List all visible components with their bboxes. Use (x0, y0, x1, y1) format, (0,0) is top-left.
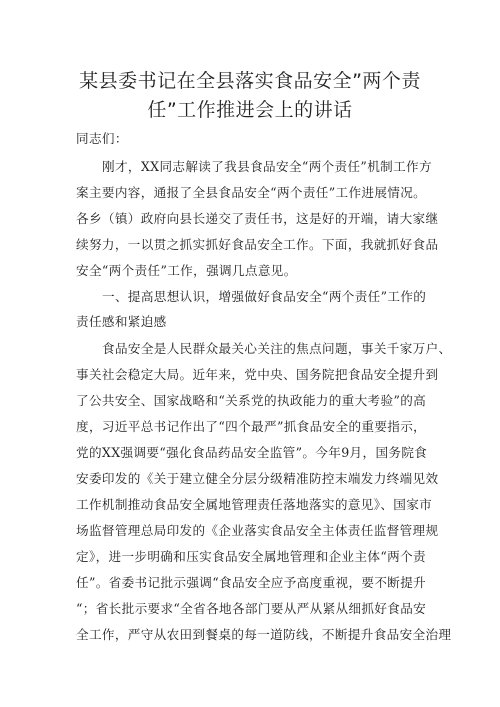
paragraph-line: 安全“两个责任”工作，强调几点意见。 (76, 263, 297, 278)
paragraph-line: 各乡（镇）政府向县长递交了责任书，这是好的开端，请大家继 (76, 211, 439, 226)
paragraph-line: 食品安全是人民群众最关心关注的焦点问题，事关千家万户、 (102, 341, 452, 356)
paragraph-line: 了公共安全、国家战略和“关系党的执政能力的重大考验”的高 (76, 393, 427, 408)
paragraph-line: 刚才，XX同志解读了我县食品安全“两个责任”机制工作方 (102, 159, 432, 174)
paragraph-line: 续努力，一以贯之抓实抓好食品安全工作。下面，我就抓好食品 (76, 237, 439, 252)
paragraph-line: 案主要内容，通报了全县食品安全“两个责任”工作进展情况。 (76, 185, 427, 200)
paragraph-line: 全工作，严守从农田到餐桌的每一道防线，不断提升食品安全治理 (76, 627, 452, 642)
paragraph-line: 工作机制推动食品安全属地管理责任落地落实的意见》、国家市 (76, 497, 433, 512)
section-heading-line: 责任感和紧迫感 (76, 314, 167, 329)
salutation: 同志们： (76, 131, 128, 146)
document-title-line-2: 任”工作推进会上的讲话 (147, 99, 353, 121)
document-title-line-1: 某县委书记在全县落实食品安全”两个责 (79, 70, 421, 92)
paragraph-line: 场监督管理总局印发的《企业落实食品安全主体责任监督管理规 (76, 523, 439, 538)
paragraph-line: 定》，进一步明确和压实食品安全属地管理和企业主体“两个责 (76, 549, 426, 564)
paragraph-line: 事关社会稳定大局。近年来，党中央、国务院把食品安全提升到 (76, 367, 439, 382)
paragraph-line: 党的XX强调要“强化食品药品安全监管”。今年9月，国务院食 (76, 445, 428, 460)
paragraph-line: 安委印发的《关于建立健全分层分级精准防控末端发力终端见效 (76, 471, 439, 486)
paragraph-line: “；省长批示要求“全省各地各部门要从严从紧从细抓好食品安 (76, 601, 427, 616)
paragraph-line: 任”。省委书记批示强调“食品安全应予高度重视，要不断提升 (76, 575, 427, 590)
section-heading-line: 一、提高思想认识，增强做好食品安全“两个责任”工作的 (102, 289, 427, 304)
paragraph-line: 度，习近平总书记作出了“四个最严”抓食品安全的重要指示， (76, 419, 427, 434)
